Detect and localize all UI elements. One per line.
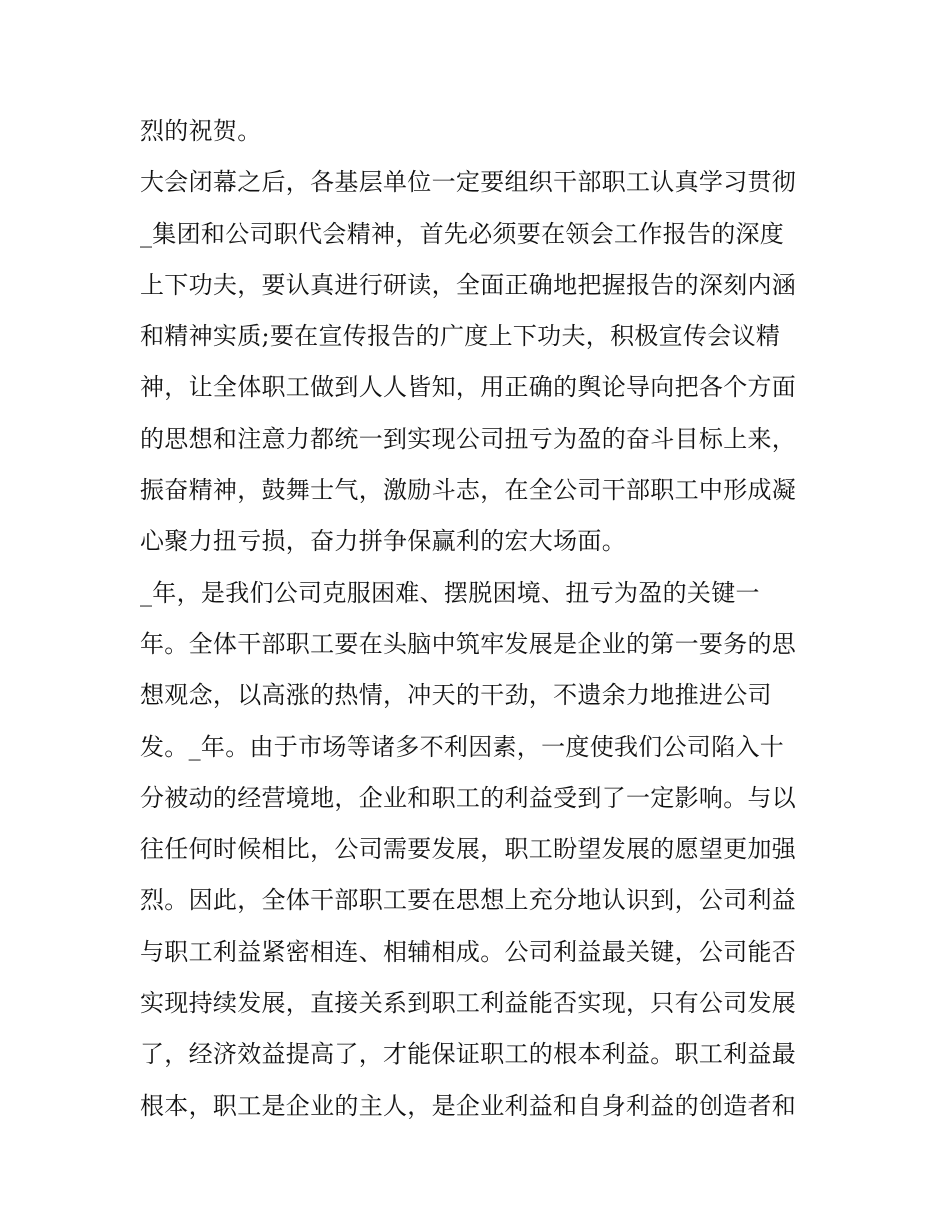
text-line-7: 的思想和注意力都统一到实现公司扭亏为盈的奋斗目标上来， (140, 424, 797, 453)
text-line-17: 与职工利益紧密相连、相辅相成。公司利益最关键，公司能否 (140, 937, 797, 966)
text-line-13: 发。_年。由于市场等诸多不利因素，一度使我们公司陷入十 (140, 732, 785, 761)
text-line-15: 往任何时候相比，公司需要发展，职工盼望发展的愿望更加强 (140, 835, 797, 864)
text-line-6: 神，让全体职工做到人人皆知，用正确的舆论导向把各个方面 (140, 373, 797, 402)
text-line-4: 上下功夫，要认真进行研读，全面正确地把握报告的深刻内涵 (140, 270, 797, 299)
text-line-3: _集团和公司职代会精神，首先必须要在领会工作报告的深度 (140, 219, 785, 248)
text-line-12: 想观念，以高涨的热情，冲天的干劲，不遗余力地推进公司 (140, 681, 772, 710)
text-line-16: 烈。因此，全体干部职工要在思想上充分地认识到，公司利益 (140, 886, 797, 915)
text-line-20: 根本，职工是企业的主人，是企业利益和自身利益的创造者和 (140, 1091, 797, 1120)
text-line-14: 分被动的经营境地，企业和职工的利益受到了一定影响。与以 (140, 783, 797, 812)
document-body (140, 106, 830, 1132)
text-line-1: 烈的祝贺。 (140, 117, 262, 145)
text-line-11: 年。全体干部职工要在头脑中筑牢发展是企业的第一要务的思 (140, 629, 797, 658)
text-line-9: 心聚力扭亏损，奋力拼争保赢利的宏大场面。 (140, 527, 626, 556)
text-line-19: 了，经济效益提高了，才能保证职工的根本利益。职工利益最 (140, 1040, 797, 1069)
text-line-5: 和精神实质;要在宣传报告的广度上下功夫，积极宣传会议精 (140, 322, 781, 351)
text-line-10: _年，是我们公司克服困难、摆脱困境、扭亏为盈的关键一 (140, 578, 760, 607)
text-line-2: 大会闭幕之后，各基层单位一定要组织干部职工认真学习贯彻 (140, 168, 797, 197)
text-line-18: 实现持续发展，直接关系到职工利益能否实现，只有公司发展 (140, 989, 797, 1018)
text-line-8: 振奋精神，鼓舞士气，激励斗志，在全公司干部职工中形成凝 (140, 476, 797, 505)
